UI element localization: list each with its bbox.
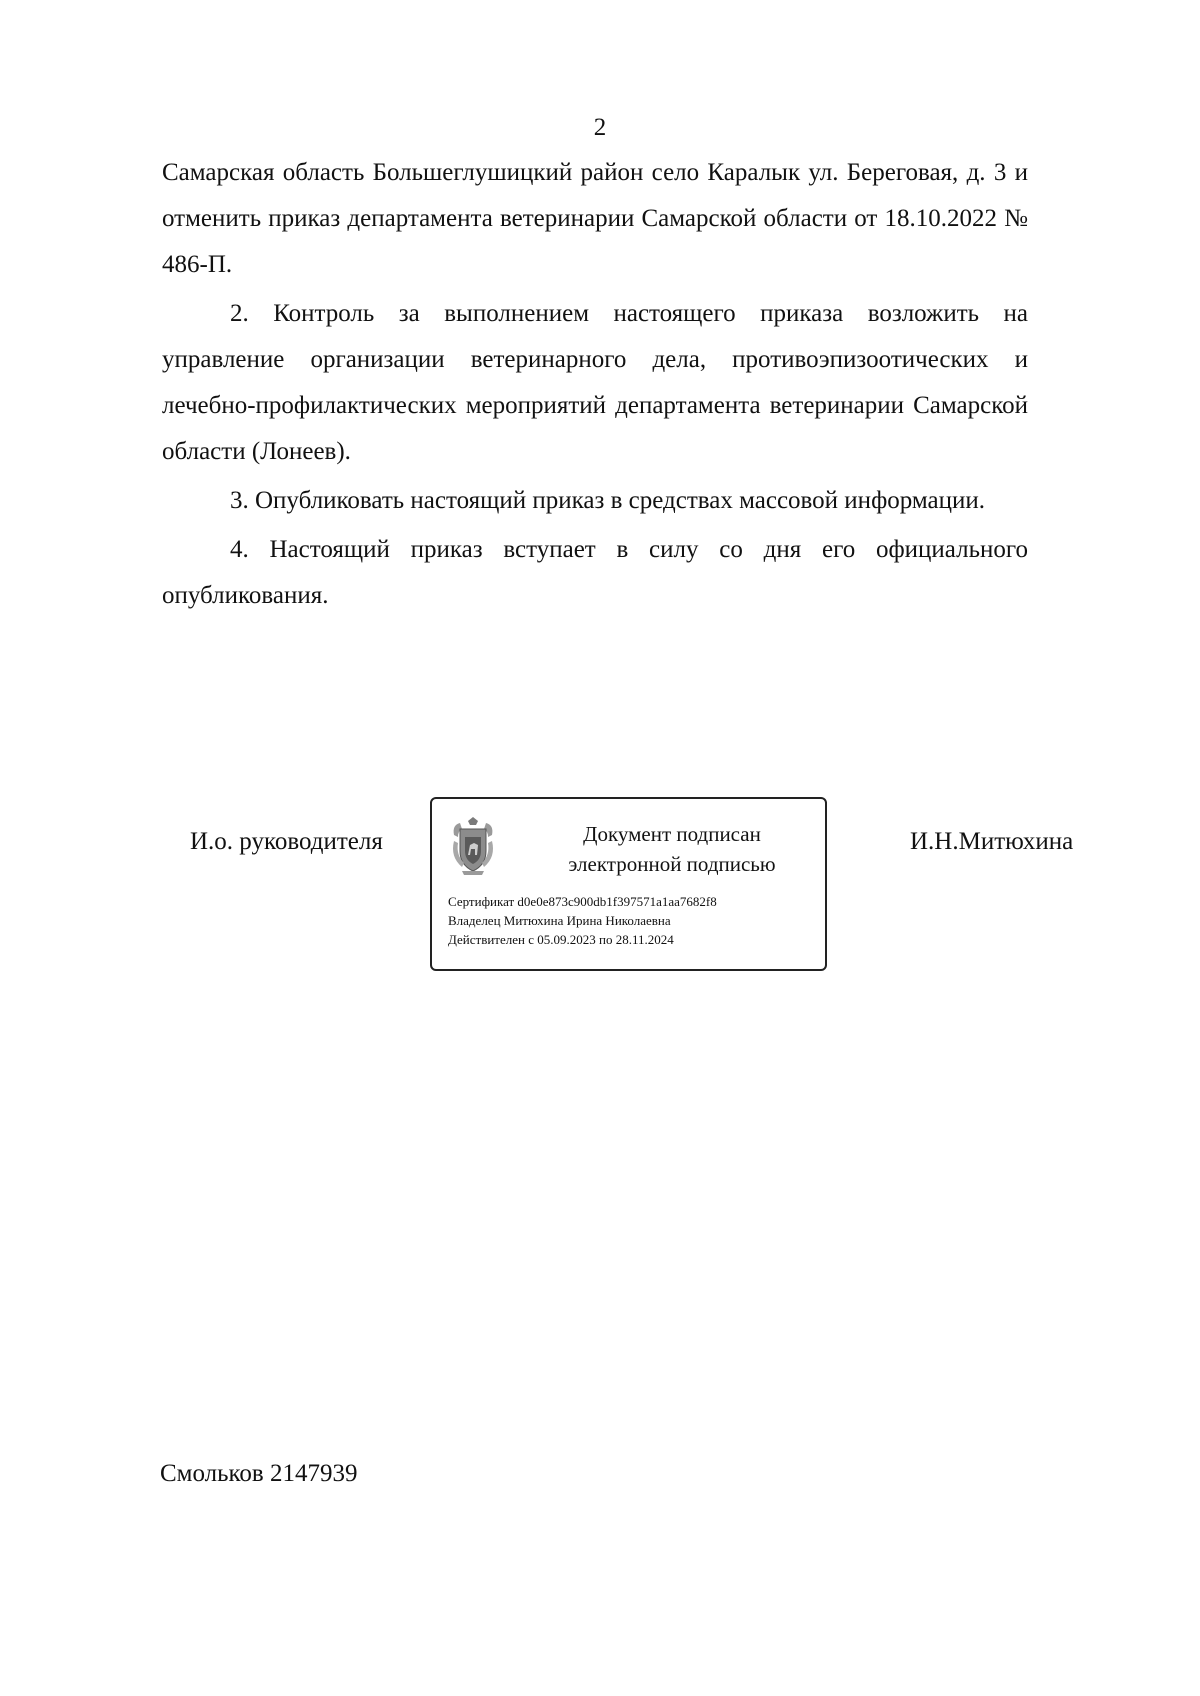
coat-of-arms-icon	[448, 817, 498, 877]
electronic-signature-stamp	[430, 797, 827, 971]
executor-info: Смольков 2147939	[160, 1460, 358, 1487]
stamp-details	[448, 892, 818, 949]
page-number: 2	[593, 114, 607, 141]
signer-title: И.о. руководителя	[190, 828, 383, 855]
stamp-certificate: Сертификат d0e0e873c900db1f397571a1aa7682f8	[448, 894, 717, 909]
paragraph-4: 4. Настоящий приказ вступает в силу со дня его официального опубликования.	[162, 536, 1028, 609]
stamp-heading	[532, 819, 812, 879]
signer-name: И.Н.Митюхина	[910, 828, 1074, 855]
paragraph-2: 2. Контроль за выполнением настоящего приказа возложить на управление организации ветеринарного дела, противоэпизоотических и лечебно-профилактических мероприятий департамента ветеринарии Самарской области (Лонеев).	[162, 300, 1028, 465]
stamp-validity: Действителен с 05.09.2023 по 28.11.2024	[448, 932, 674, 947]
stamp-owner: Владелец Митюхина Ирина Николаевна	[448, 913, 671, 928]
paragraph-continuation: Самарская область Большеглушицкий район село Каралык ул. Береговая, д. 3 и отменить приказ департамента ветеринарии Самарской области от 18.10.2022 № 486-П.	[162, 159, 1028, 278]
document-body	[162, 150, 1028, 622]
paragraph-3: 3. Опубликовать настоящий приказ в средствах массовой информации.	[230, 487, 986, 514]
stamp-heading-line-2: электронной подписью	[568, 852, 776, 876]
stamp-heading-line-1: Документ подписан	[583, 822, 761, 846]
